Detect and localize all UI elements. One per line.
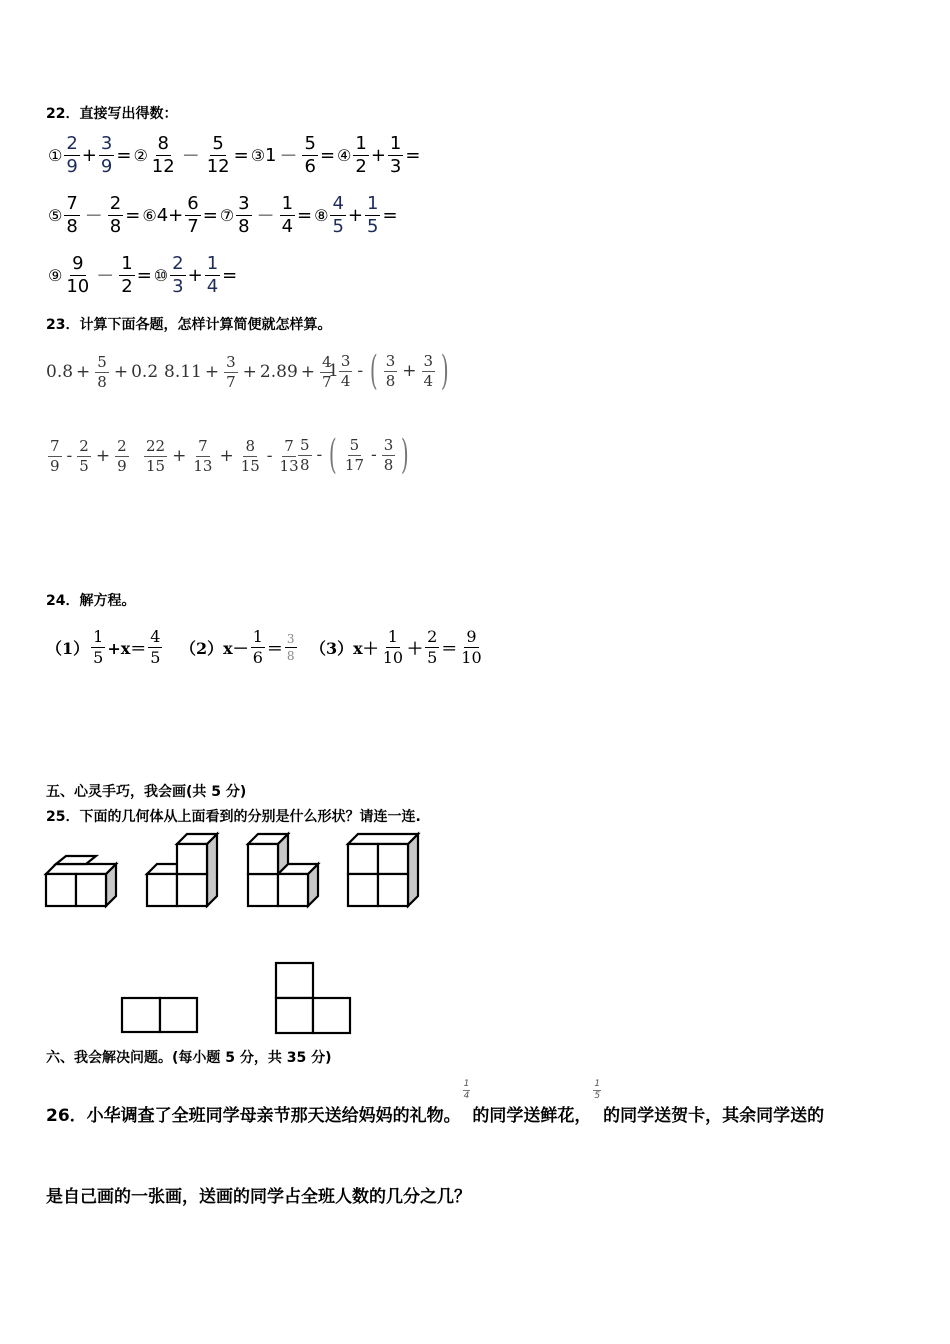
fraction: $\frac{1}{6}$: [252, 626, 263, 667]
q26-line-1: [46, 1078, 824, 1148]
operator: +: [172, 446, 187, 466]
right-paren: ): [401, 432, 410, 478]
operator: +: [76, 362, 91, 382]
equals: =: [233, 144, 249, 166]
q24-equation-2: [180, 622, 299, 672]
equation-label: （2）: [180, 638, 224, 658]
q23-expr-4: [46, 432, 131, 480]
fraction: $\frac{1}{10}$: [382, 626, 404, 667]
equals: =: [202, 204, 218, 226]
equation-text: x＋: [353, 638, 379, 658]
fraction: $\frac{7}{8}$: [66, 192, 78, 237]
equation-label: （1）: [46, 638, 90, 658]
q24-title: 24．解方程。: [46, 593, 136, 609]
fraction: $\frac{8}{12}$: [151, 132, 175, 177]
section-6-title: 六、我会解决问题。(每小题 5 分，共 35 分): [46, 1050, 332, 1066]
circled-4: ④: [337, 145, 352, 165]
equation-text: x－: [223, 638, 249, 658]
q26-line-2: 是自己画的一张画，送画的同学占全班人数的几分之几？: [46, 1187, 471, 1207]
fraction: $\frac{2}{3}$: [172, 252, 184, 297]
section-5-title: 五、心灵手巧，我会画(共 5 分): [46, 784, 247, 800]
circled-5: ⑤: [48, 205, 63, 225]
fraction: $\frac{2}{9}$: [117, 436, 127, 475]
q22-row-1: [46, 132, 420, 178]
equals: =: [382, 204, 398, 226]
solid-figure-1: [46, 856, 116, 906]
solid-figure-3: [248, 834, 318, 906]
circled-10: ⑩: [153, 265, 169, 285]
circled-3: ③: [250, 145, 266, 165]
fraction: $\frac{3}{8}$: [238, 192, 250, 237]
equation-label: （3）: [310, 638, 354, 658]
equals: =: [136, 264, 152, 286]
operator: -: [371, 445, 377, 465]
fraction: $\frac{2}{5}$: [79, 436, 89, 475]
fraction: $\frac{2}{5}$: [427, 626, 438, 667]
q22-row-2: [46, 192, 398, 238]
fraction: $\frac{3}{9}$: [100, 132, 113, 177]
operator: +: [300, 362, 316, 382]
equals: =: [125, 204, 141, 226]
fraction: $\frac{7}{9}$: [50, 436, 60, 475]
number: 0.2: [131, 362, 159, 382]
operator: +: [204, 362, 220, 382]
q23-expr-2: [164, 348, 336, 396]
fraction: $\frac{4}{5}$: [332, 192, 344, 237]
q22-title: 22．直接写出得数：: [46, 106, 178, 122]
fraction: $\frac{1}{2}$: [355, 132, 367, 177]
fraction: $\frac{5}{12}$: [206, 132, 230, 177]
solid-figure-2: [147, 834, 217, 906]
operator: +: [370, 144, 386, 166]
left-paren: (: [329, 432, 338, 478]
fraction: $\frac{3}{4}$: [340, 351, 351, 390]
q23-expr-5: [142, 432, 303, 480]
equals: =: [405, 144, 421, 166]
fraction: $\frac{6}{7}$: [187, 192, 199, 237]
fraction: $\frac{2}{8}$: [109, 192, 122, 237]
fraction: $\frac{5}{6}$: [304, 132, 316, 177]
equals: =: [297, 204, 313, 226]
fraction-one-fifth: $\frac{1}{5}$: [594, 1079, 601, 1101]
right-paren: ): [440, 348, 449, 394]
fraction: $\frac{2}{9}$: [66, 132, 78, 177]
equation-text: ＋: [407, 638, 424, 658]
operator: +: [219, 446, 234, 466]
fraction: $\frac{1}{4}$: [281, 192, 294, 237]
equals: =: [222, 264, 238, 286]
q24-equation-1: [46, 622, 164, 672]
fraction-one-quarter: $\frac{1}{4}$: [463, 1079, 470, 1101]
circled-6: ⑥: [142, 205, 157, 225]
operator: +: [187, 264, 203, 286]
fraction: $\frac{1}{3}$: [389, 132, 402, 177]
operator: －: [279, 146, 298, 167]
number: 8.11: [164, 362, 202, 382]
top-view-l-shape: [276, 963, 350, 1033]
whole-number: 1: [328, 361, 339, 381]
solid-figure-4: [348, 834, 418, 906]
equation-text: ＝: [441, 638, 458, 658]
top-view-two-squares: [122, 998, 197, 1032]
fraction: $\frac{3}{8}$: [385, 351, 396, 390]
circled-8: ⑧: [314, 205, 329, 225]
q23-expr-6: [296, 430, 413, 480]
q25-shapes-figure: [40, 830, 440, 1040]
equals: =: [319, 144, 336, 166]
equation-text: +x＝: [107, 638, 147, 658]
operator: +: [95, 446, 111, 466]
fraction: $\frac{9}{10}$: [461, 626, 482, 667]
q24-equation-3: [310, 622, 486, 672]
fraction: $\frac{4}{7}$: [322, 352, 332, 391]
q23-expr-3: [328, 346, 453, 396]
operator: －: [84, 206, 103, 227]
fraction: $\frac{1}{2}$: [121, 252, 133, 297]
q23-expr-1: [46, 348, 158, 396]
fraction: $\frac{5}{17}$: [344, 435, 364, 474]
q26-text: 的同学送贺卡，其余同学送的: [603, 1105, 825, 1126]
operator: -: [66, 446, 73, 466]
fraction: $\frac{3}{8}$: [383, 435, 394, 474]
fraction: $\frac{3}{4}$: [423, 351, 434, 390]
circled-9: ⑨: [48, 265, 63, 285]
q23-title: 23．计算下面各题，怎样计算简便就怎样算。: [46, 317, 332, 333]
operator: －: [256, 206, 275, 227]
fraction: $\frac{3}{7}$: [226, 352, 236, 391]
fraction: $\frac{1}{4}$: [206, 252, 219, 297]
circled-7: ⑦: [219, 205, 235, 225]
operator: -: [357, 361, 364, 381]
operator: +: [402, 361, 417, 381]
left-paren: (: [370, 348, 378, 394]
operator: +: [113, 362, 129, 382]
whole-number: 1: [265, 144, 277, 166]
fraction: $\frac{1}{5}$: [93, 626, 104, 667]
fraction: $\frac{7}{13}$: [193, 436, 213, 475]
operator: －: [96, 266, 115, 287]
circled-2: ②: [133, 145, 148, 165]
q22-row-3: [46, 252, 237, 298]
equation-text: ＝: [266, 638, 283, 658]
circled-1: ①: [48, 145, 63, 165]
operator: +: [347, 204, 364, 226]
fraction: $\frac{5}{8}$: [300, 435, 310, 474]
fraction: $\frac{1}{5}$: [367, 192, 379, 237]
operator: -: [266, 446, 273, 466]
q25-title: 25．下面的几何体从上面看到的分别是什么形状？请连一连.: [46, 809, 421, 825]
fraction: $\frac{4}{5}$: [150, 626, 161, 667]
number: 2.89: [259, 362, 298, 382]
q26-text: 的同学送鲜花，: [472, 1105, 592, 1126]
q26-text: 26．小华调查了全班同学母亲节那天送给妈妈的礼物。: [46, 1105, 461, 1126]
whole-number: 4+: [156, 204, 184, 226]
fraction: $\frac{7}{13}$: [279, 436, 299, 475]
fraction: $\frac{22}{15}$: [146, 436, 166, 475]
operator: +: [81, 144, 97, 166]
fraction: $\frac{9}{10}$: [66, 252, 90, 297]
fraction: $\frac{8}{15}$: [240, 436, 260, 475]
operator: -: [316, 445, 323, 465]
equals: =: [116, 144, 132, 166]
fraction: $\frac{5}{8}$: [97, 352, 107, 391]
number: 0.8: [46, 362, 74, 382]
operator: －: [181, 146, 200, 167]
operator: +: [242, 362, 257, 382]
fraction: $\frac{3}{8}$: [286, 631, 295, 663]
